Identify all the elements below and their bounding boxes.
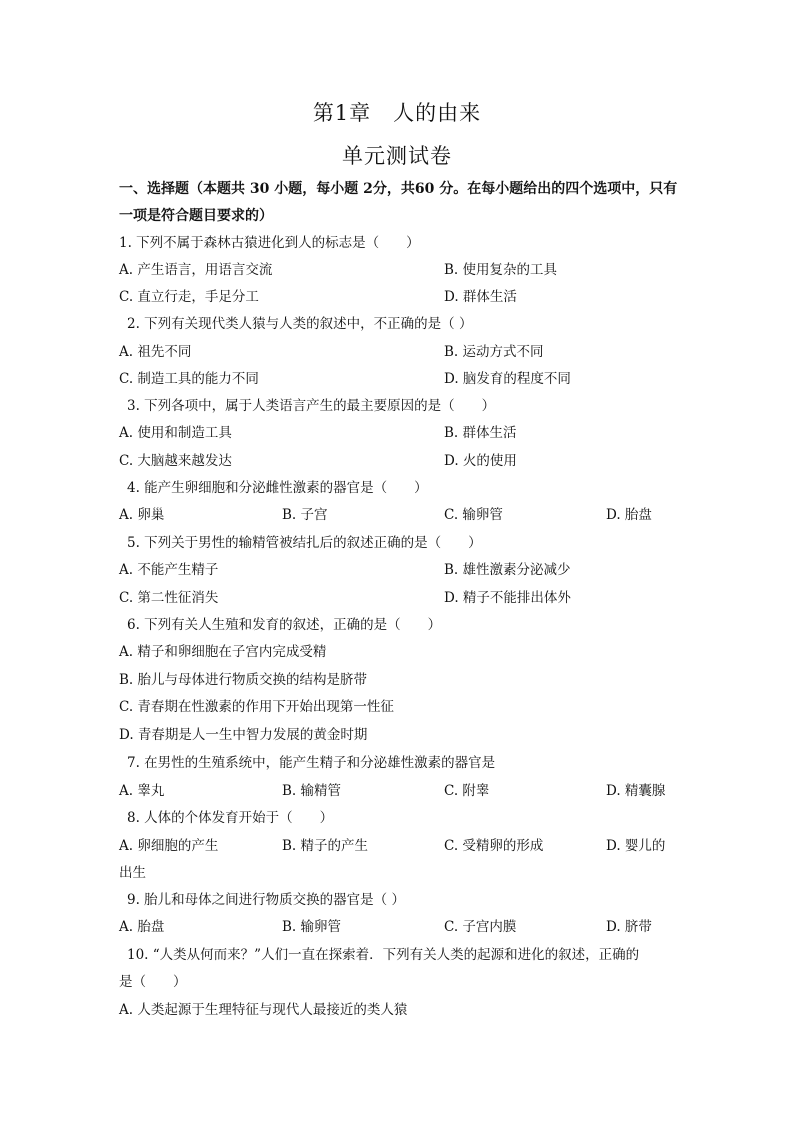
question-9-option-c: C. 子宫内膜 [444, 919, 517, 935]
question-3-stem: 3. 下列各项中，属于人类语言产生的最主要原因的是（ ） [127, 398, 496, 414]
question-4-stem: 4. 能产生卵细胞和分泌雌性激素的器官是（ ） [127, 480, 428, 496]
question-8-stem: 8. 人体的个体发育开始于（ ） [127, 810, 334, 826]
question-2-option-c: C. 制造工具的能力不同 [119, 371, 259, 387]
question-8-option-a: A. 卵细胞的产生 [119, 838, 219, 854]
question-3-option-a: A. 使用和制造工具 [119, 425, 232, 441]
question-6-option-a: A. 精子和卵细胞在子宫内完成受精 [119, 644, 327, 660]
question-3-option-c: C. 大脑越来越发达 [119, 453, 232, 469]
question-4-option-b: B. 子宫 [282, 507, 328, 523]
question-1-option-a: A. 产生语言，用语言交流 [119, 262, 273, 278]
question-6-stem: 6. 下列有关人生殖和发育的叙述，正确的是（ ） [127, 617, 442, 633]
section-heading [119, 176, 679, 230]
question-3-option-b: B. 群体生活 [444, 425, 517, 441]
question-8-option-b: B. 精子的产生 [282, 838, 369, 854]
question-1-option-b: B. 使用复杂的工具 [444, 262, 558, 278]
question-9-option-a: A. 胎盘 [119, 919, 165, 935]
question-10-option-a: A. 人类起源于生理特征与现代人最接近的类人猿 [119, 1002, 408, 1018]
question-6-option-d: D. 青春期是人一生中智力发展的黄金时期 [119, 727, 368, 743]
question-2-option-b: B. 运动方式不同 [444, 344, 544, 360]
question-10-stem: 10. “人类从何而来？”人们一直在探索着．下列有关人类的起源和进化的叙述，正确的 [127, 947, 640, 963]
question-4-option-c: C. 输卵管 [444, 507, 503, 523]
question-7-option-a: A. 睾丸 [119, 783, 165, 799]
question-8-option-d-wrap: 出生 [119, 865, 146, 881]
question-1-option-c: C. 直立行走，手足分工 [119, 289, 259, 305]
question-6-option-c: C. 青春期在性激素的作用下开始出现第一性征 [119, 699, 394, 715]
question-5-option-b: B. 雄性激素分泌减少 [444, 562, 571, 578]
question-8-option-c: C. 受精卵的形成 [444, 838, 544, 854]
question-7-option-d: D. 精囊腺 [606, 783, 666, 799]
question-2-option-d: D. 脑发育的程度不同 [444, 371, 571, 387]
section-heading-line-1: 一、选择题（本题共 30 小题，每小题 2分，共60 分。在每小题给出的四个选项中，只有 [119, 181, 678, 197]
question-5-stem: 5. 下列关于男性的输精管被结扎后的叙述正确的是（ ） [127, 535, 482, 551]
question-9-option-d: D. 脐带 [606, 919, 652, 935]
question-1-option-d: D. 群体生活 [444, 289, 517, 305]
chapter-title: 第1章 人的由来 [312, 101, 482, 125]
question-7-option-b: B. 输精管 [282, 783, 342, 799]
question-8-option-d: D. 婴儿的 [606, 838, 666, 854]
question-2-option-a: A. 祖先不同 [119, 344, 192, 360]
question-3-option-d: D. 火的使用 [444, 453, 517, 469]
question-2-stem: 2. 下列有关现代类人猿与人类的叙述中，不正确的是（ ） [127, 316, 473, 332]
question-7-stem: 7. 在男性的生殖系统中，能产生精子和分泌雄性激素的器官是 [127, 755, 496, 771]
question-9-option-b: B. 输卵管 [282, 919, 342, 935]
question-6-option-b: B. 胎儿与母体进行物质交换的结构是脐带 [119, 672, 368, 688]
question-5-option-a: A. 不能产生精子 [119, 562, 219, 578]
test-subtitle: 单元测试卷 [342, 144, 452, 168]
question-5-option-c: C. 第二性征消失 [119, 590, 219, 606]
section-heading-line-2: 一项是符合题目要求的） [119, 208, 273, 224]
question-4-option-d: D. 胎盘 [606, 507, 652, 523]
question-10-stem-wrap: 是（ ） [119, 974, 187, 990]
question-9-stem: 9. 胎儿和母体之间进行物质交换的器官是（ ） [127, 892, 405, 908]
question-4-option-a: A. 卵巢 [119, 507, 165, 523]
question-7-option-c: C. 附睾 [444, 783, 490, 799]
question-1-stem: 1. 下列不属于森林古猿进化到人的标志是（ ） [119, 235, 420, 251]
question-5-option-d: D. 精子不能排出体外 [444, 590, 571, 606]
